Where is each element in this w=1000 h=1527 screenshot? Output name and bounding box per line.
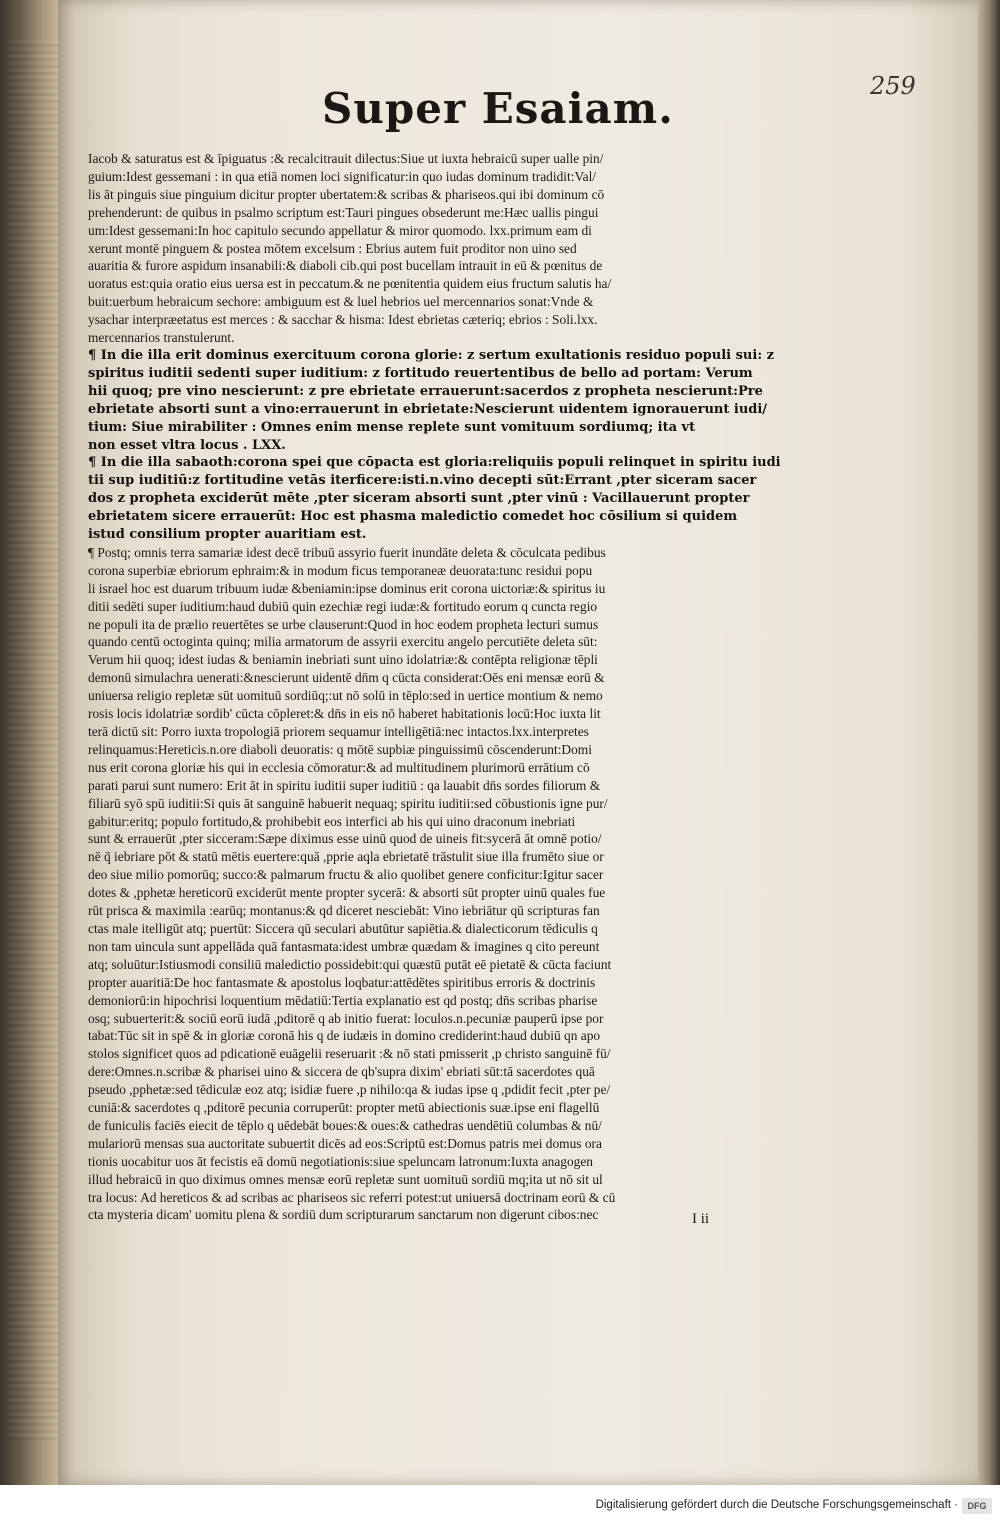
- text-line: stolos significet quos ad pdicationē euāgelii reseruarit :& nō stati pmisserit ,p christo sanguinē fū/: [88, 1046, 611, 1062]
- text-line: ¶ In die illa erit dominus exercituum corona glorie: z sertum exultationis residuo populi sui: z: [88, 347, 775, 363]
- text-line: ne populi ita de prælio reuertētes se urbe clauserunt:Quod in hoc eodem propheta lecturi sumus: [88, 616, 599, 632]
- text-line: xerunt montē pinguem & postea mōtem excelsum : Ebrius autem fuit proditor non uino sed: [88, 240, 577, 256]
- text-line: propter auaritiā:De hoc fantasmate & apostolus loqbatur:attēdētes spiritibus erroris & doctrinis: [88, 974, 596, 990]
- text-line: mulariorū mensas sua auctoritate subuertit dicēs ad eos:Scriptū est:Domus patris mei domus ora: [88, 1135, 602, 1151]
- text-line: Iacob & saturatus est & īpiguatus :& recalcitrauit dilectus:Siue ut iuxta hebraicū super ualle pin/: [88, 151, 604, 166]
- text-line: non esset vltra locus . LXX.: [88, 437, 286, 453]
- left-page-edge: [0, 0, 62, 1485]
- text-line: atq; soluūtur:Istiusmodi consiliū maledictio possidebit:qui quæstū putāt eē pietatē & cūcta faciunt: [88, 956, 612, 972]
- running-title: Super Esaiam.: [322, 84, 674, 133]
- text-line: nus erit corona gloriæ his qui in ecclesia cōmoratur:& ad multitudinem plurimorū errātium cō: [88, 759, 590, 775]
- text-line: demoniorū:in hipochrisi loquentium mēdatiū:Tertia explanatio est qd postq; dn̄s scribas pharise: [88, 992, 598, 1008]
- text-line: ebrietatem sicere errauerūt: Hoc est phasma maledictio comedet hoc cōsilium si quidem: [88, 509, 738, 525]
- text-line: rosis locis idolatriæ sordib' cūcta cōpleret:& dn̄s in eis nō haberet habitationis locū:Hoc iuxta lit: [88, 706, 601, 722]
- left-page-stack: [8, 40, 60, 1440]
- text-line: dos z propheta exciderūt mēte ,pter siceram absorti sunt ,pter vinū : Vacillauerunt propter: [88, 491, 750, 507]
- text-line: filiarū syō spū iuditii:Si quis āt sanguinē habuerit nequaq; spiritu iuditii:sed cōbustionis igne pur/: [88, 795, 608, 811]
- text-line: terā dictū sit: Porro iuxta tropologiā priorem sequamur intelligētiā:nec intactos.lxx.interpretes: [88, 724, 589, 739]
- text-line: tionis uocabitur uos āt fecistis eā domū negotiationis:siue speluncam latronum:Iuxta anagogen: [88, 1153, 594, 1169]
- text-line: tra locus: Ad hereticos & ad scribas ac phariseos sic referri potest:ut uniuersā doctrinam eorū & cū: [88, 1189, 616, 1205]
- text-line: illud hebraicū in quo diximus omnes mensæ eorū repletæ sunt uomituū sordiū mq;ita ut nō sit ul: [88, 1171, 603, 1187]
- text-line: cta mysteria dicam' uomitu plena & sordiū dum scripturarum sanctarum non digerunt cibos:nec: [88, 1207, 599, 1223]
- text-line: cuniā:& sacerdotes q ,pditorē pecunia corruperūt: propter metū abiectionis suæ.ipse eni flagellū: [88, 1100, 600, 1116]
- text-line: ¶ In die illa sabaoth:corona spei que cōpacta est gloria:reliquiis populi relinquet in spiritu iudi: [88, 455, 781, 471]
- text-line: istud consilium propter auaritiam est.: [88, 527, 367, 543]
- text-line: ctas male itelligūt atq; puertūt: Siccera qū seculari abutūtur sapiētia.& dialecticorum tēdiculis q: [88, 920, 598, 936]
- text-line: deo siue milio pomorūq; succo:& palmarum fructu & alio quolibet genere conficitur:Igitur sacer: [88, 867, 604, 883]
- text-line: ¶ Postq; omnis terra samariæ idest decē tribuū assyrio fuerit inundāte deleta & cōculcata pedibus: [88, 544, 606, 560]
- text-line: tabat:Tūc sit in spē & in gloriæ coronā his q de iudæis in domino crediderint:haud dubiū qn apo: [88, 1028, 601, 1044]
- text-line: hii quoq; pre vino nescierunt: z pre ebrietate errauerunt:sacerdos z propheta nescierunt:Pre: [88, 383, 763, 399]
- text-line: quando centū octoginta quinq; milia armatorum de assyrii exercitu angelo percutiēte deleta sūt:: [88, 634, 598, 650]
- text-line: parati parui sunt numero: Erit āt in spiritu iuditii super iuditiū : qa lauabit dn̄s sordes filiorum &: [88, 777, 601, 793]
- text-line: sunt & errauerūt ,pter sicceram:Sæpe diximus esse uinū quod de uineis fit:sycerā āt omnē potio/: [88, 831, 602, 847]
- dfg-logo-icon: DFG: [962, 1498, 992, 1514]
- text-line: tium: Siue mirabiliter : Omnes enim mense replete sunt vomituum sordiumq; ita vt: [88, 419, 696, 435]
- text-line: pseudo ,pphetæ:sed tēdiculæ eoz atq; isidiæ fuere ,p nihilo:qa & iudas ipse q ,pdidit fecit ,pter pe/: [88, 1082, 611, 1098]
- text-line: mercennarios transtulerunt.: [88, 330, 235, 346]
- footer-bar: [0, 1485, 1000, 1527]
- text-line: prehenderunt: de quibus in psalmo scriptum est:Tauri pingues obsederunt me:Hæc uallis pingui: [88, 204, 599, 220]
- folio-number: 259: [870, 72, 916, 100]
- text-line: gabitur:eritq; populo fortitudo,& prohibebit eos interfici ab his qui uino draconum inebriati: [88, 813, 576, 829]
- signature-mark: I ii: [692, 1211, 710, 1227]
- text-line: demonū simulachra uenerati:&nescierunt uidentē dn̄m q cūcta considerat:Oēs eni mensæ eorū &: [88, 670, 605, 686]
- text-line: spiritus iuditii sedenti super iuditium: z fortitudo reuertentibus de bello ad portam: Verum: [88, 365, 753, 381]
- text-line: non tam uincula sunt appellāda quā fantasmata:idest umbræ quædam & imagines q cito pereunt: [88, 938, 600, 954]
- text-line: nē q̄ iebriare pōt & statū mētis euertere:quā ,pprie aqla ebrietatē trāstulit siue illa frumēto siue or: [88, 849, 604, 865]
- text-line: lis āt pinguis siue pinguium dicitur propter ubertatem:& scribas & phariseos.qui ibi dominum cō: [88, 186, 605, 202]
- text-line: de funiculis faciēs eiecit de tēplo q uēdebāt boues:& oues:& cathedras uendētiū columbas & nū/: [88, 1117, 602, 1133]
- text-line: osq; subuerterit:& sociū eorū iudā ,pditorē q ab initio fuerat: loculos.n.pecuniæ pauperū ipse por: [88, 1010, 604, 1026]
- text-line: dere:Omnes.n.scribæ & pharisei uino & siccera de qb'supra dixim' ebriati sūt:tā sacerdotes quā: [88, 1064, 595, 1080]
- text-line: corona superbiæ ebriorum ephraim:& in modum ficus temporaneæ deuorata:tunc residui popu: [88, 562, 593, 578]
- text-line: um:Idest gessemani:In hoc capitulo secundo appellatur & miror quomodo. lxx.primum eam di: [88, 222, 592, 238]
- text-line: uoratus est:quia oratio eius uersa est in peccatum.& ne pœnitentia quidem eius fructum salutis ha/: [88, 276, 612, 292]
- text-line: rūt prisca & maximila :earūq; montanus:& qd diceret nesciebāt: Vino iebriātur qū scripturas fan: [88, 903, 600, 919]
- text-line: Verum hii quoq; idest iudas & beniamin inebriati sunt uino idolatriæ:& contēpta religionæ tēpli: [88, 652, 598, 668]
- text-line: ditii sedēti super iuditium:haud dubiū quin ezechiæ regi iudæ:& fortitudo eorum q cuncta regio: [88, 598, 598, 614]
- text-line: guium:Idest gessemani : in qua etiā nomen loci significatur:in quo iudas dominum tradidit:Val/: [88, 168, 597, 184]
- right-page-edge: [978, 0, 1000, 1485]
- text-line: relinquamus:Hereticis.n.ore diaboli deuoratis: q mōtē supbiæ pinguissimū cōscenderunt:Domi: [88, 741, 592, 757]
- funding-credit: Digitalisierung gefördert durch die Deutsche Forschungsgemeinschaft ·: [595, 1499, 958, 1511]
- text-line: ysachar interpræetatus est merces : & sacchar & hisma: Idest ebrietas cæteriq; ebrios : Soli.lxx.: [88, 312, 598, 328]
- text-line: uniuersa religio repletæ sūt uomituū sordiūq;:ut nō solū in tēplo:sed in uertice montium & nemo: [88, 688, 603, 704]
- text-line: li israel hoc est duarum tribuum iudæ &beniamin:ipse dominus erit corona uictoriæ:& spiritus iu: [88, 580, 606, 596]
- text-line: buit:uerbum hebraicum sechore: ambiguum est & luel hebrios uel mercennarios sonat:Vnde &: [88, 294, 594, 310]
- text-line: dotes & ,pphetæ hereticorū exciderūt mente propter sycerā: & absorti sūt propter uinū quales fue: [88, 885, 606, 901]
- text-line: tii sup iuditiū:z fortitudine vetās iterficere:isti.n.vino decepti sūt:Errant ,pter siceram sacer: [88, 473, 757, 489]
- text-line: auaritia & furore aspidum insanabili:& diaboli cib.qui post bucellam intrauit in eū & pœnitus de: [88, 258, 603, 274]
- text-line: ebrietate absorti sunt a vino:errauerunt in ebrietate:Nescierunt uidentem ignorauerunt iudi/: [88, 401, 768, 417]
